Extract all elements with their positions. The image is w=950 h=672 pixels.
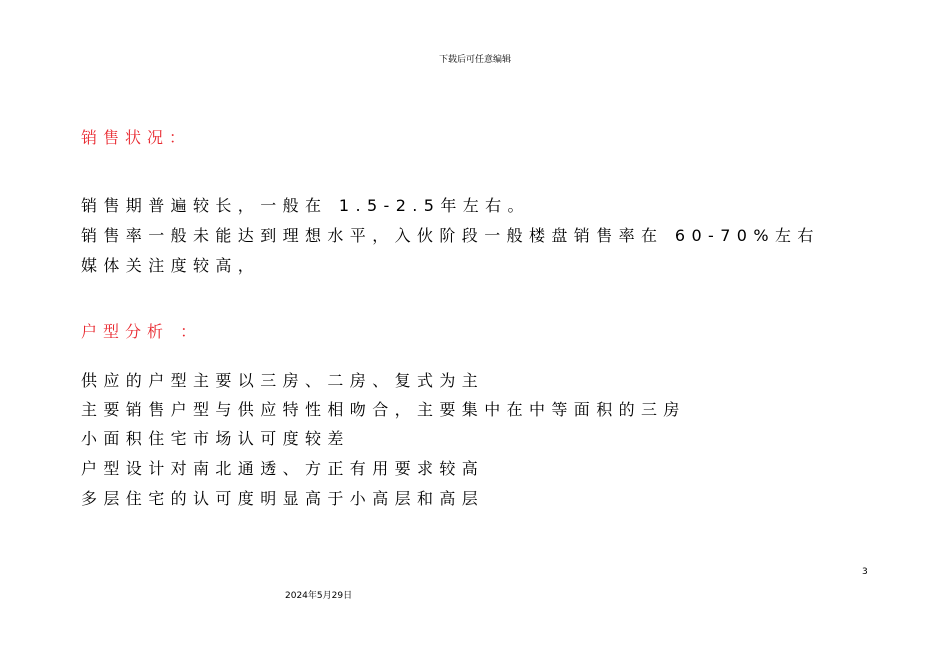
unit-analysis-line-3: 小面积住宅市场认可度较差 bbox=[81, 429, 350, 448]
sales-line-3: 媒体关注度较高， bbox=[81, 256, 261, 275]
unit-analysis-line-2: 主要销售户型与供应特性相吻合，主要集中在中等面积的三房 bbox=[81, 400, 686, 419]
unit-analysis-line-4: 户型设计对南北通透、方正有用要求较高 bbox=[81, 459, 485, 478]
unit-analysis-line-1: 供应的户型主要以三房、二房、复式为主 bbox=[81, 371, 485, 390]
header-note: 下载后可任意编辑 bbox=[438, 55, 511, 65]
page-number: 3 bbox=[862, 567, 868, 577]
unit-analysis-section-title: 户型分析 ： bbox=[81, 322, 203, 341]
sales-line-2: 销售率一般未能达到理想水平，入伙阶段一般楼盘销售率在 60-70%左右 bbox=[81, 226, 820, 245]
sales-line-1: 销售期普遍较长，一般在 1.5-2.5年左右。 bbox=[81, 196, 530, 215]
sales-section-title: 销售状况： bbox=[81, 128, 192, 147]
footer-date: 2024年5月29日 bbox=[285, 591, 353, 601]
unit-analysis-line-5: 多层住宅的认可度明显高于小高层和高层 bbox=[81, 489, 485, 508]
